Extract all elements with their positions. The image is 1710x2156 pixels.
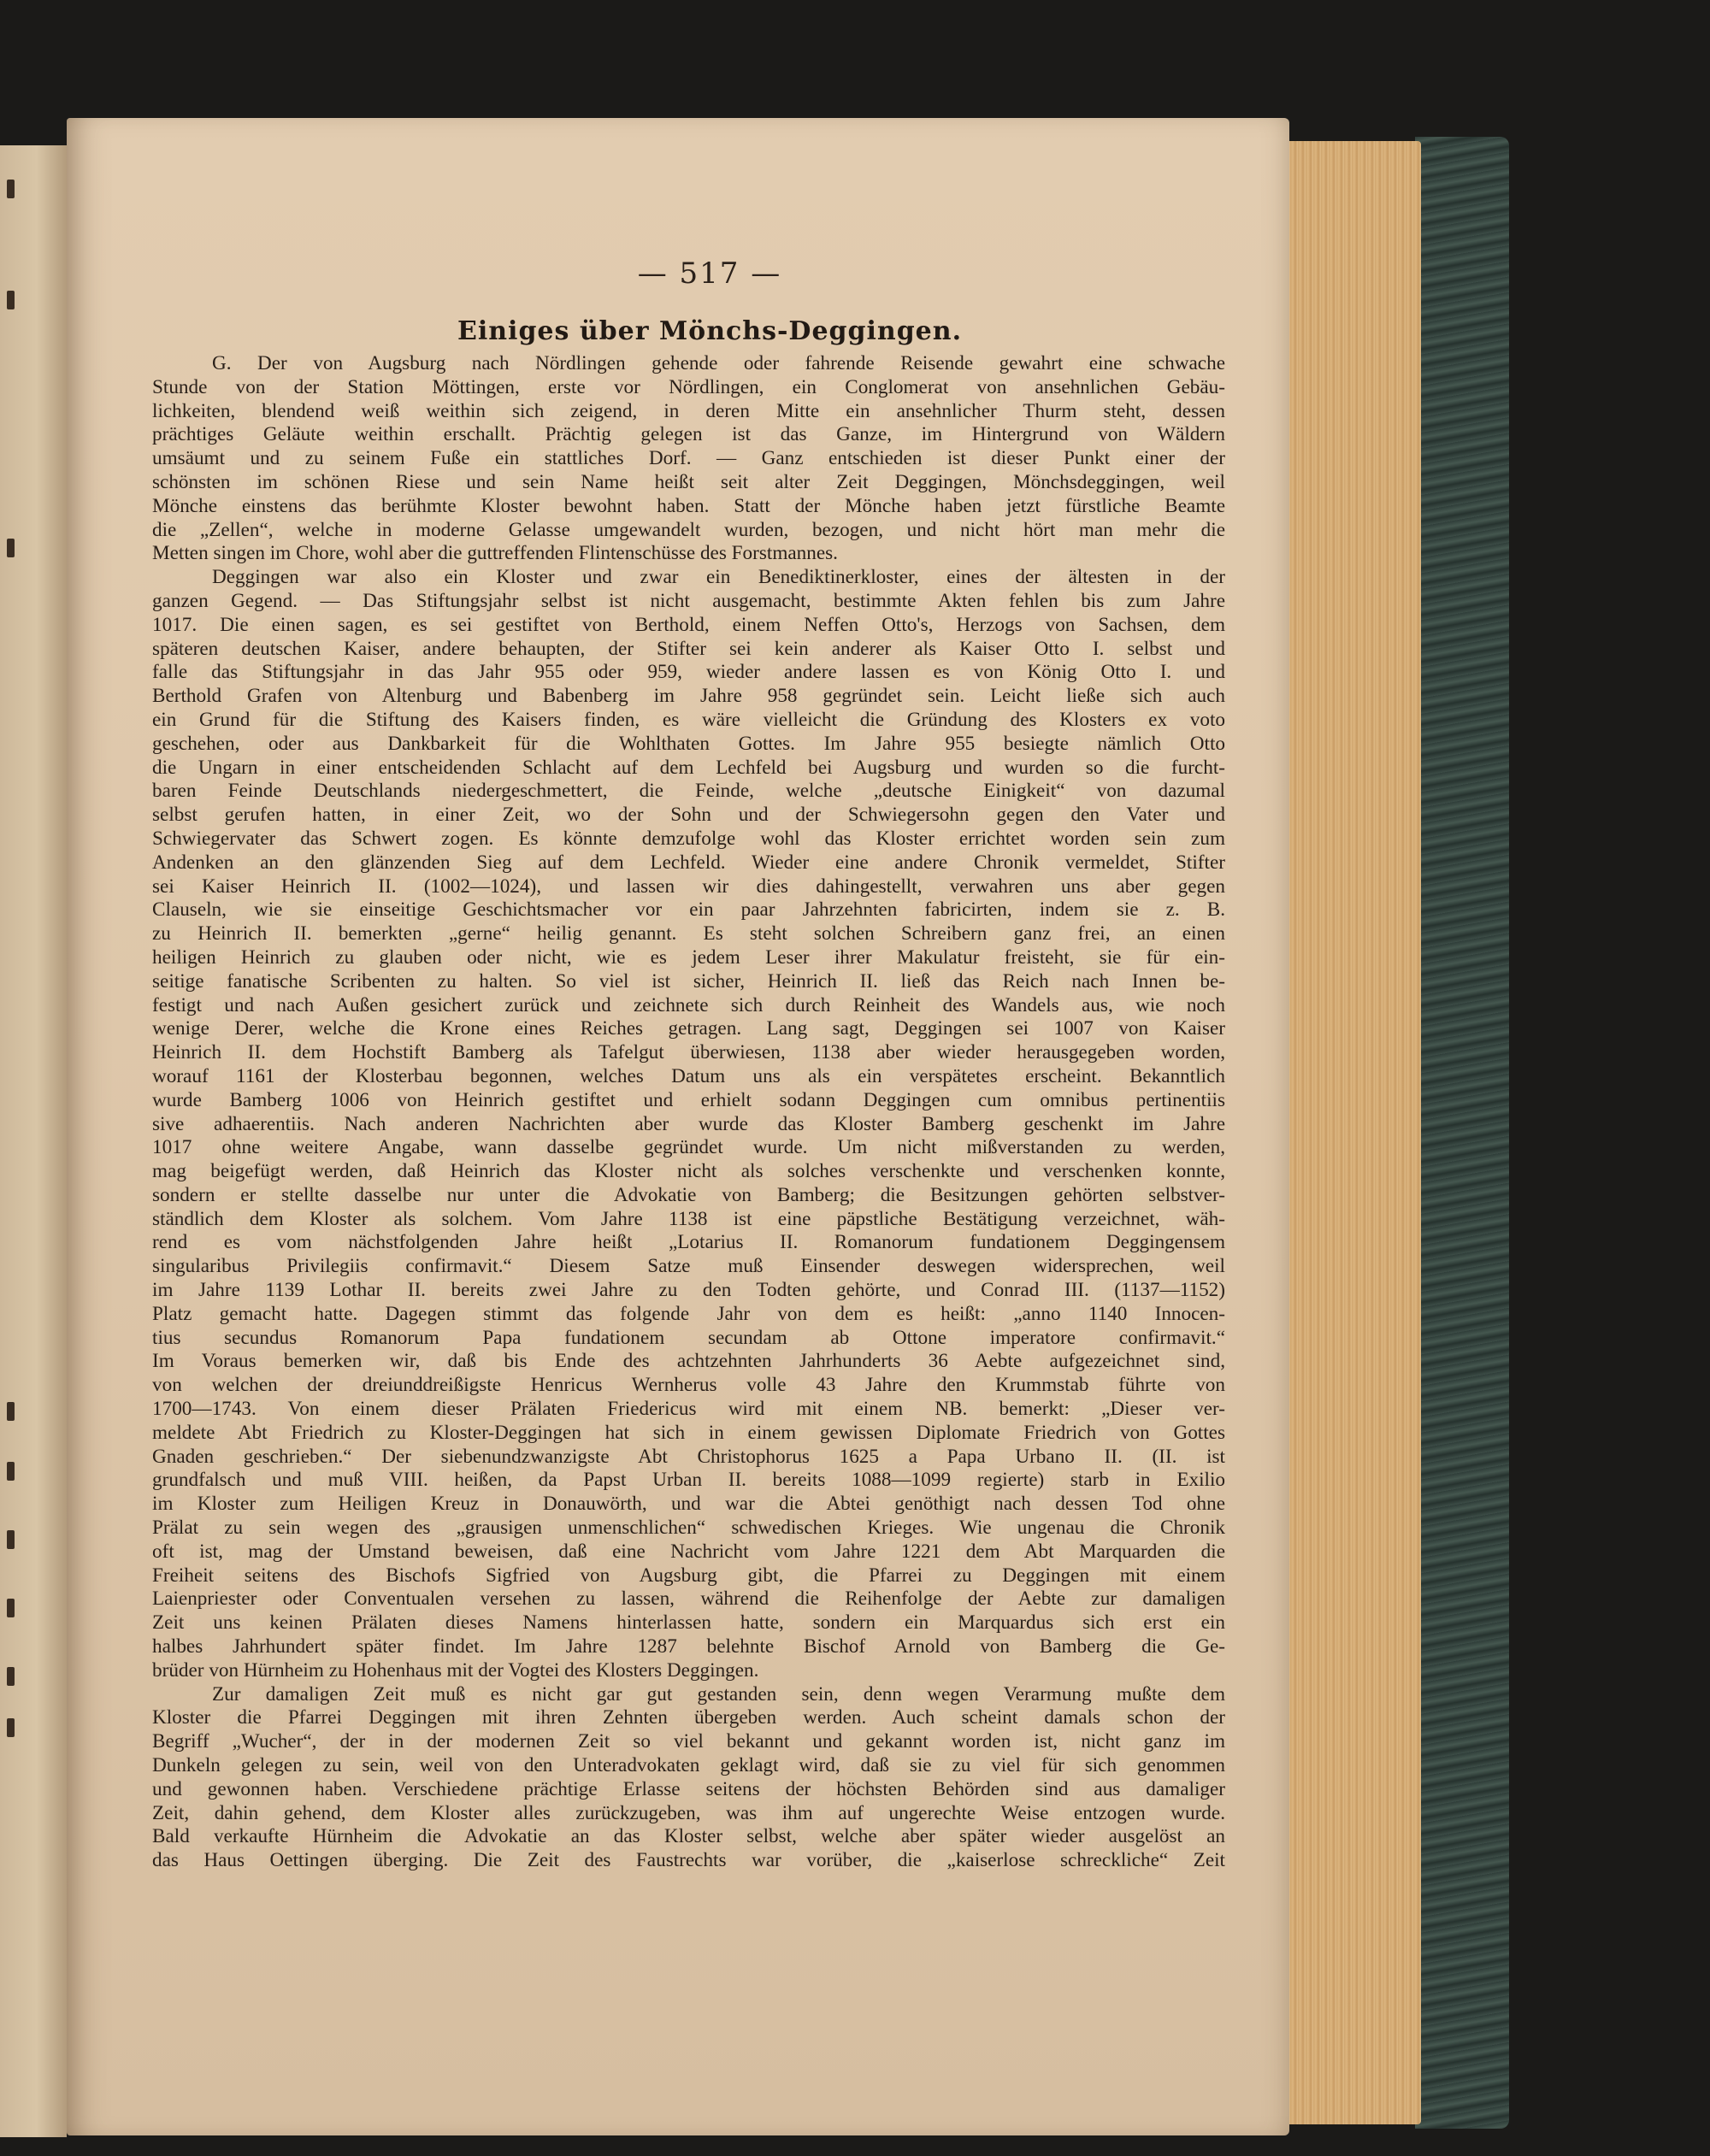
text-line: sive adhaerentiis. Nach anderen Nachrichten aber wurde das Kloster Bamberg geschenkt im Jahre <box>152 1112 1225 1135</box>
text-line: mag beigefügt werden, daß Heinrich das Kloster nicht als solches verschenkte und verschenken konnte, <box>152 1160 1225 1183</box>
text-line: meldete Abt Friedrich zu Kloster-Deggingen hat sich in einem gewissen Diplomate Friedrich von Gottes <box>152 1421 1225 1444</box>
text-line: rend es vom nächstfolgenden Jahre heißt „Lotarius II. Romanorum fundationem Deggingensem <box>152 1231 1225 1254</box>
text-line: sei Kaiser Heinrich II. (1002—1024), und lassen wir dies dahingestellt, verwahren uns aber gegen <box>152 875 1225 898</box>
text-line: oft ist, mag der Umstand beweisen, daß eine Nachricht vom Jahre 1221 dem Abt Marquarden die <box>152 1540 1225 1563</box>
text-line: Mönche einstens das berühmte Kloster bewohnt haben. Statt der Mönche haben jetzt fürstliche Beamte <box>152 494 1225 517</box>
text-line: das Haus Oettingen überging. Die Zeit des Faustrechts war vorüber, die „kaiserlose schreckliche“ Zeit <box>152 1849 1225 1872</box>
text-line: von welchen der dreiunddreißigste Henricus Wernherus volle 43 Jahre den Krummstab führte von <box>152 1374 1225 1397</box>
text-line: G. Der von Augsburg nach Nördlingen gehende oder fahrende Reisende gewahrt eine schwache <box>212 352 1225 374</box>
text-line: Freiheit seitens des Bischofs Sigfried von Augsburg gibt, die Pfarrei zu Deggingen mit einem <box>152 1564 1225 1587</box>
text-line: tius secundus Romanorum Papa fundationem secundam ab Ottone imperatore confirmavit.“ <box>152 1326 1225 1349</box>
text-line: Kloster die Pfarrei Deggingen mit ihren Zehnten übergeben werden. Auch scheint damals schon der <box>152 1706 1225 1729</box>
text-line: 1017 ohne weitere Angabe, wann dasselbe gegründet wurde. Um nicht mißverstanden zu werden, <box>152 1136 1225 1159</box>
text-line: umsäumt und zu seinem Fuße ein stattliches Dorf. — Ganz entschieden ist dieser Punkt einer der <box>152 447 1225 470</box>
text-line: Heinrich II. dem Hochstift Bamberg als Tafelgut überwiesen, 1138 aber wieder herausgegeben worden, <box>152 1041 1225 1064</box>
text-line: halbes Jahrhundert später findet. Im Jahre 1287 belehnte Bischof Arnold von Bamberg die Ge- <box>152 1635 1225 1658</box>
text-line: worauf 1161 der Klosterbau begonnen, welches Datum uns als ein verspätetes erscheint. Bekanntlich <box>152 1064 1225 1087</box>
text-line: Clauseln, wie sie einseitige Geschichtsmacher vor ein paar Jahrzehnten fabricirten, indem sie z. B. <box>152 898 1225 922</box>
page-number: — 517 — <box>637 256 782 291</box>
text-line: 1017. Die einen sagen, es sei gestiftet von Berthold, einem Neffen Otto's, Herzogs von Sachsen, dem <box>152 613 1225 636</box>
text-line: Berthold Grafen von Altenburg und Babenberg im Jahre 958 gegründet sein. Leicht ließe sich auch <box>152 685 1225 708</box>
text-line: Andenken an den glänzenden Sieg auf dem Lechfeld. Wieder eine andere Chronik vermeldet, Stifter <box>152 851 1225 874</box>
text-line: grundfalsch und muß VIII. heißen, da Papst Urban II. bereits 1088—1099 regierte) starb in Exilio <box>152 1469 1225 1492</box>
text-line: falle das Stiftungsjahr in das Jahr 955 oder 959, wieder andere lassen es von König Otto I. und <box>152 661 1225 684</box>
text-line: Metten singen im Chore, wohl aber die guttreffenden Flintenschüsse des Forstmannes. <box>152 542 838 565</box>
text-line: festigt und nach Außen gesichert zurück und zeichnete sich durch Reinheit des Wandels aus, wie noch <box>152 993 1225 1016</box>
text-line: selbst gerufen hatten, in einer Zeit, wo der Sohn und der Schwiegersohn gegen den Vater und <box>152 804 1225 827</box>
text-line: Deggingen war also ein Kloster und zwar ein Benediktinerkloster, eines der ältesten in der <box>212 566 1225 589</box>
text-line: sondern er stellte dasselbe nur unter die Advokatie von Bamberg; die Besitzungen gehörten selbstver- <box>152 1183 1225 1206</box>
text-line: Zeit uns keinen Prälaten dieses Namens hinterlassen hatte, sondern ein Marquardus sich erst ein <box>152 1611 1225 1635</box>
text-line: Zur damaligen Zeit muß es nicht gar gut gestanden sein, denn wegen Verarmung mußte dem <box>212 1682 1225 1705</box>
article-body <box>152 352 1225 1873</box>
text-line: Prälat zu sein wegen des „grausigen unmenschlichen“ schwedischen Krieges. Wie ungenau die Chronik <box>152 1517 1225 1540</box>
text-line: Bald verkaufte Hürnheim die Advokatie an das Kloster selbst, welche aber später wieder ausgelöst an <box>152 1825 1225 1848</box>
text-line: Im Voraus bemerken wir, daß bis Ende des achtzehnten Jahrhunderts 36 Aebte aufgezeichnet sind, <box>152 1350 1225 1373</box>
text-line: die „Zellen“, welche in moderne Gelasse umgewandelt wurden, bezogen, und nicht hört man mehr die <box>152 518 1225 541</box>
text-line: ganzen Gegend. — Das Stiftungsjahr selbst ist nicht ausgemacht, bestimmte Akten fehlen bis zum Jahre <box>152 589 1225 612</box>
text-line: schönsten im schönen Riese und sein Name heißt seit alter Zeit Deggingen, Mönchsdeggingen, weil <box>152 470 1225 493</box>
text-line: brüder von Hürnheim zu Hohenhaus mit der Vogtei des Klosters Deggingen. <box>152 1658 759 1682</box>
text-line: Stunde von der Station Möttingen, erste vor Nördlingen, ein Conglomerat von ansehnlichen Gebäu- <box>152 375 1225 398</box>
text-line: im Kloster zum Heiligen Kreuz in Donauwörth, und war die Abtei genöthigt nach dessen Tod ohne <box>152 1493 1225 1516</box>
text-line: ein Grund für die Stiftung des Kaisers finden, es wäre vielleicht die Gründung des Klosters ex voto <box>152 708 1225 731</box>
left-page-edge <box>0 145 67 2137</box>
text-line: seitige fanatische Scribenten zu halten. So viel ist sicher, Heinrich II. ließ das Reich nach Innen be- <box>152 969 1225 993</box>
book-cover-edge <box>1415 137 1509 2129</box>
page-fore-edge <box>1282 141 1421 2124</box>
text-line: Gnaden geschrieben.“ Der siebenundzwanzigste Abt Christophorus 1625 a Papa Urbano II. (II. ist <box>152 1445 1225 1468</box>
text-line: Laienpriester oder Conventualen versehen zu lassen, während die Reihenfolge der Aebte zur damaligen <box>152 1588 1225 1611</box>
text-line: Schwiegervater das Schwert zogen. Es könnte demzufolge wohl das Kloster errichtet worden sein zum <box>152 827 1225 850</box>
text-line: lichkeiten, blendend weiß weithin sich zeigend, in deren Mitte ein ansehnlicher Thurm steht, dessen <box>152 399 1225 422</box>
text-line: 1700—1743. Von einem dieser Prälaten Friedericus wird mit einem NB. bemerkt: „Dieser ver- <box>152 1398 1225 1421</box>
left-page-marks <box>7 145 41 2137</box>
text-line: die Ungarn in einer entscheidenden Schlacht auf dem Lechfeld bei Augsburg und wurden so die furcht- <box>152 756 1225 779</box>
text-line: Platz gemacht hatte. Dagegen stimmt das folgende Jahr von dem es heißt: „anno 1140 Innocen- <box>152 1302 1225 1325</box>
text-line: späteren deutschen Kaiser, andere behaupten, der Stifter sei kein anderer als Kaiser Otto I. selbst und <box>152 637 1225 660</box>
text-line: und gewonnen haben. Verschiedene prächtige Erlasse seitens der höchsten Behörden sind aus damaliger <box>152 1777 1225 1800</box>
text-line: wenige Derer, welche die Krone eines Reiches getragen. Lang sagt, Deggingen sei 1007 von Kaiser <box>152 1017 1225 1040</box>
text-line: Zeit, dahin gehend, dem Kloster alles zurückzugeben, was ihm auf ungerechte Weise entzogen wurde. <box>152 1801 1225 1824</box>
text-line: Begriff „Wucher“, der in der modernen Zeit so viel bekannt und gekannt worden ist, nicht ganz im <box>152 1730 1225 1753</box>
text-line: baren Feinde Deutschlands niedergeschmettert, die Feinde, welche „deutsche Einigkeit“ von dazumal <box>152 780 1225 803</box>
text-line: singularibus Privilegiis confirmavit.“ Diesem Satze muß Einsender deswegen widersprechen, weil <box>152 1255 1225 1278</box>
text-line: prächtiges Geläute weithin erschallt. Prächtig gelegen ist das Ganze, im Hintergrund von Wäldern <box>152 423 1225 446</box>
text-line: im Jahre 1139 Lothar II. bereits zwei Jahre zu den Todten gehörte, und Conrad III. (1137—1152) <box>152 1279 1225 1302</box>
text-line: Dunkeln gelegen zu sein, weil von den Unteradvokaten geklagt wird, daß sie zu viel für sich genommen <box>152 1754 1225 1777</box>
text-line: ständlich dem Kloster als solchem. Vom Jahre 1138 ist eine päpstliche Bestätigung verzeichnet, wäh- <box>152 1207 1225 1230</box>
text-line: geschehen, oder aus Dankbarkeit für die Wohlthaten Gottes. Im Jahre 955 besiegte nämlich Otto <box>152 732 1225 755</box>
article-title: Einiges über Mönchs-Deggingen. <box>457 316 963 346</box>
text-line: zu Heinrich II. bemerkten „gerne“ heilig genannt. Es steht solchen Schreibern ganz frei, an einen <box>152 922 1225 945</box>
text-line: wurde Bamberg 1006 von Heinrich gestiftet und erhielt sodann Deggingen cum omnibus pertinentiis <box>152 1088 1225 1111</box>
text-line: heiligen Heinrich zu glauben oder nicht, wie es jedem Leser ihrer Makulatur freisteht, sie für ein- <box>152 945 1225 969</box>
